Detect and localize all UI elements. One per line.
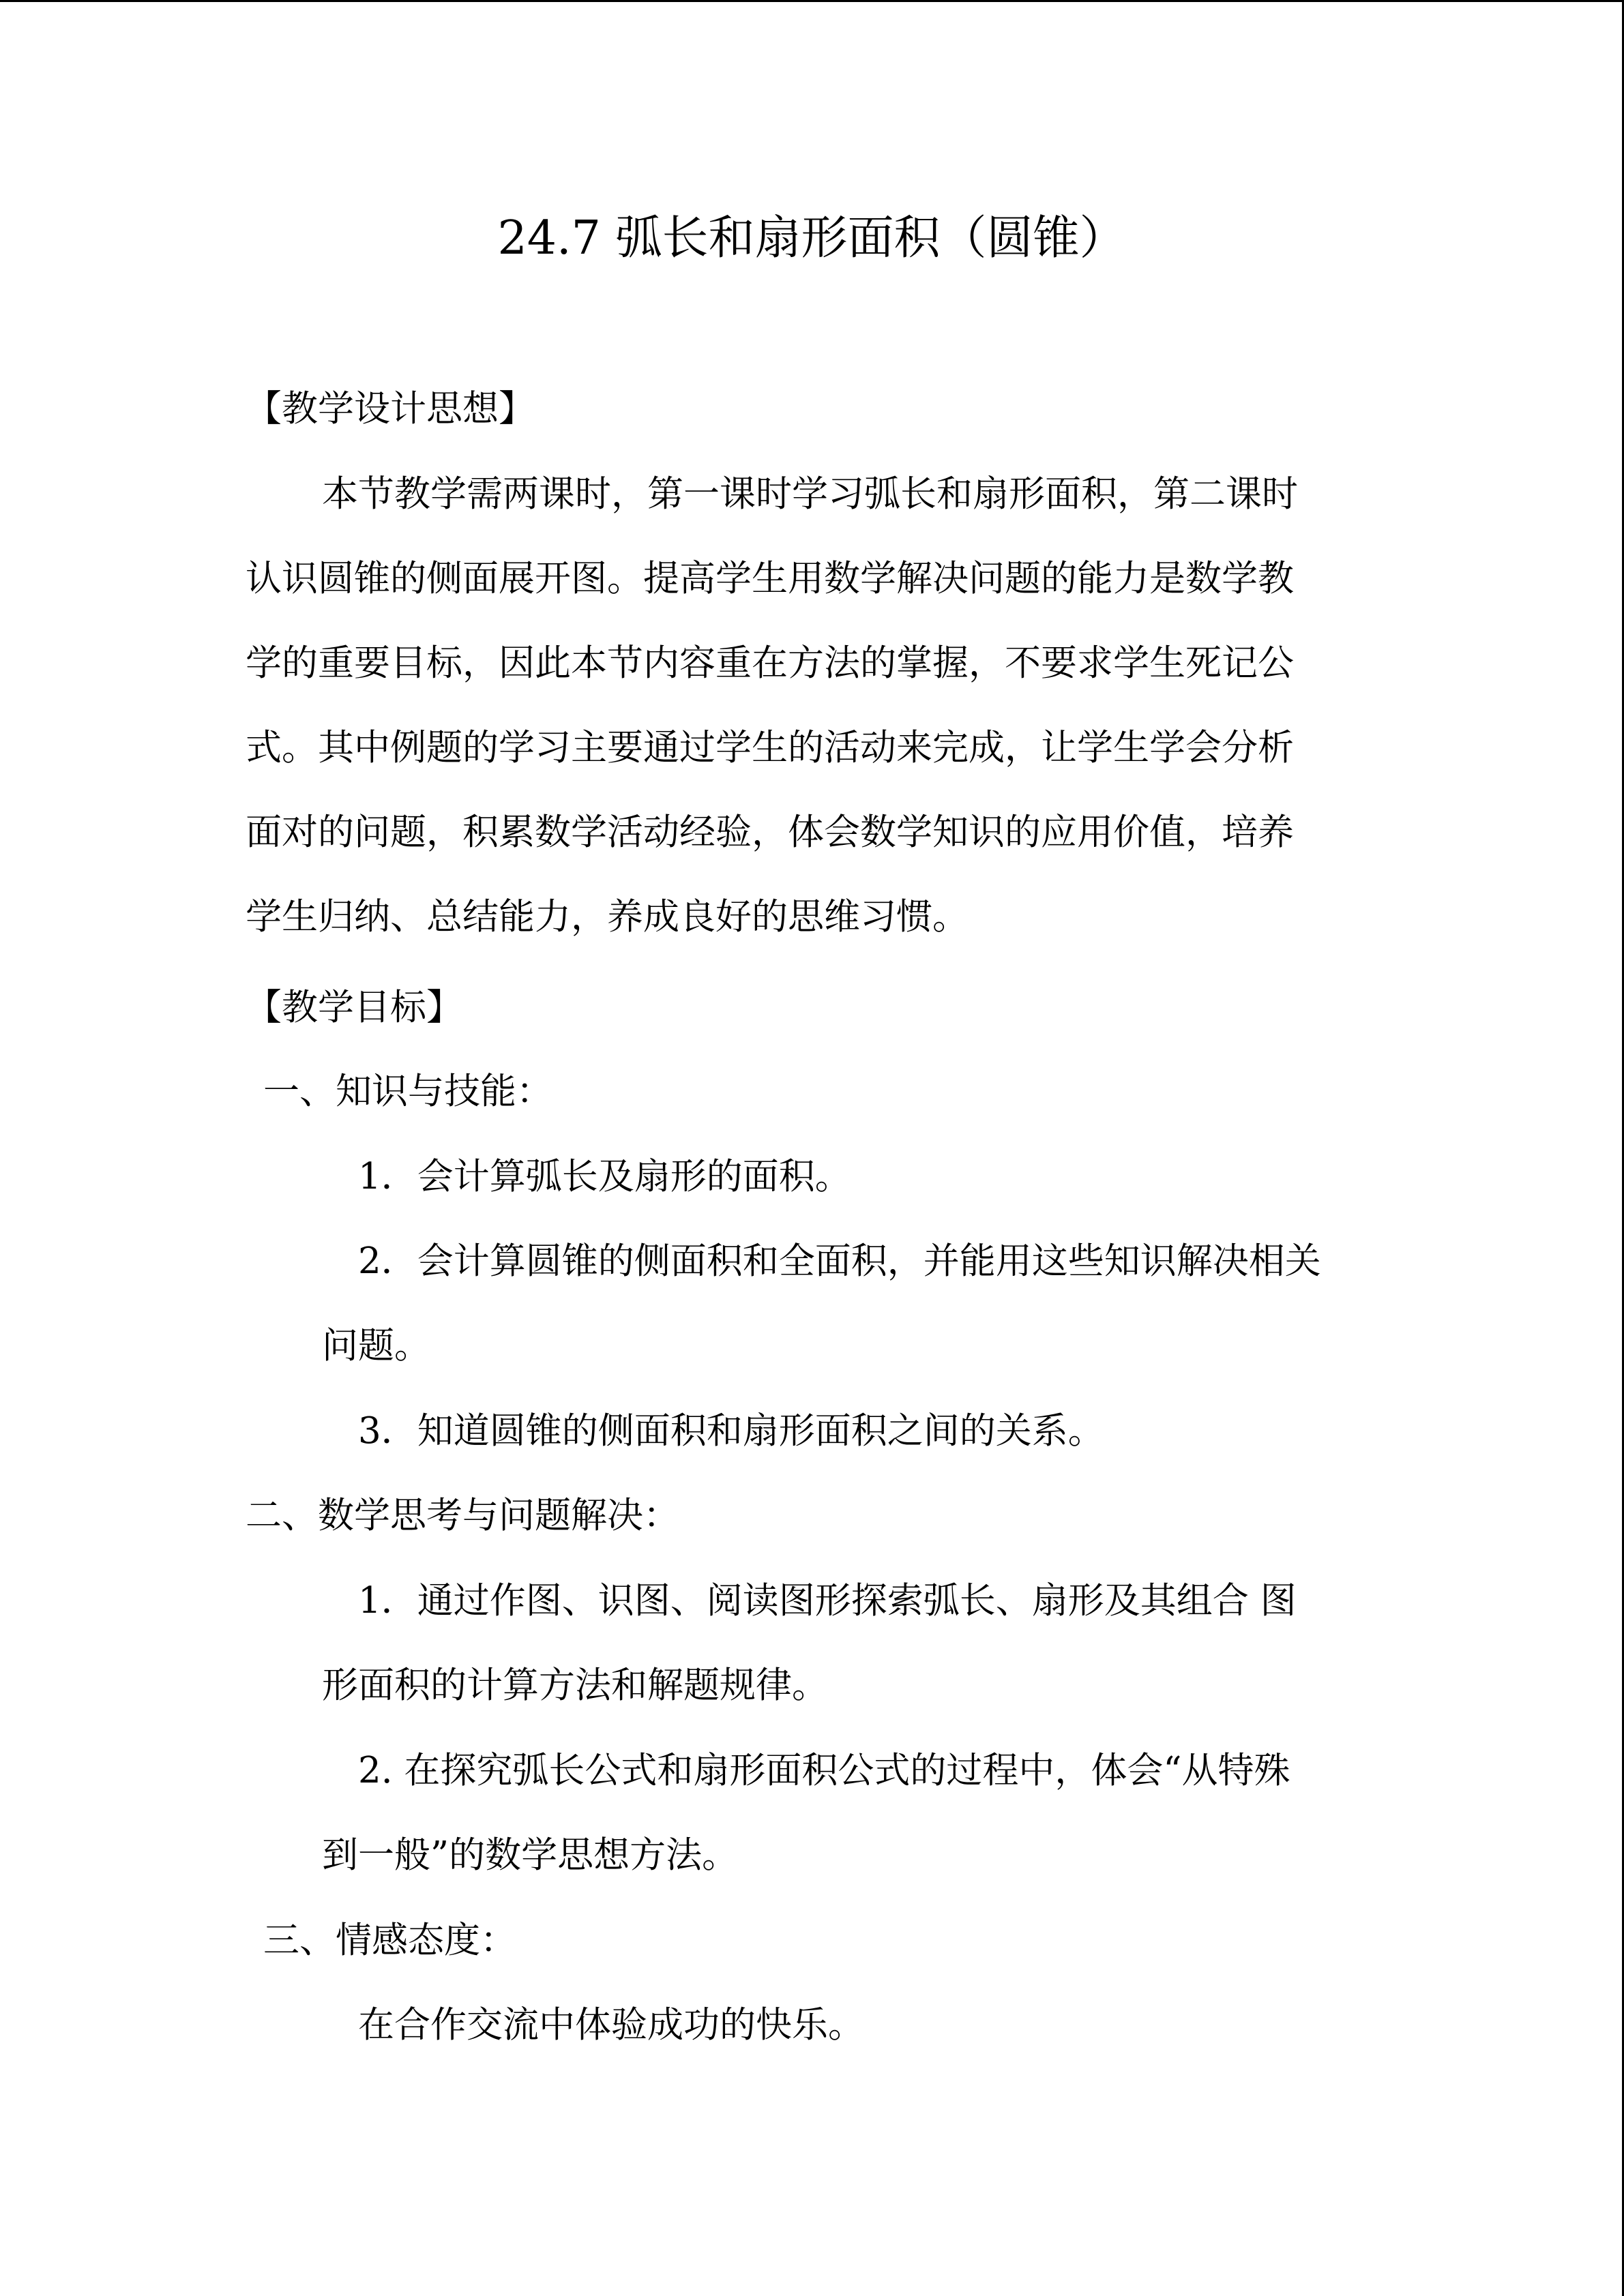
goal-knowledge-item: 问题。: [322, 1325, 430, 1367]
goal-knowledge-item: 2．会计算圆锥的侧面积和全面积，并能用这些知识解决相关: [358, 1240, 1321, 1282]
teaching-goals-heading: 【教学目标】: [246, 987, 462, 1028]
goal-attitude-heading: 三、情感态度：: [263, 1920, 516, 1961]
design-paragraph-line: 面对的问题，积累数学活动经验，体会数学知识的应用价值，培养: [246, 811, 1294, 853]
goal-thinking-heading: 二、数学思考与问题解决：: [246, 1495, 679, 1536]
goal-knowledge-item: 3．知道圆锥的侧面积和扇形面积之间的关系。: [358, 1410, 1104, 1452]
goal-thinking-item: 到一般”的数学思想方法。: [322, 1834, 739, 1876]
design-paragraph-line: 本节教学需两课时，第一课时学习弧长和扇形面积，第二课时: [322, 473, 1298, 515]
design-paragraph-line: 学生归纳、总结能力，养成良好的思维习惯。: [246, 896, 969, 938]
document-page: [246, 0, 1378, 2296]
goal-attitude-text: 在合作交流中体验成功的快乐。: [358, 2004, 864, 2046]
goal-knowledge-item: 1．会计算弧长及扇形的面积。: [358, 1156, 851, 1197]
design-paragraph-line: 认识圆锥的侧面展开图。提高学生用数学解决问题的能力是数学教: [246, 558, 1294, 599]
design-thought-heading: 【教学设计思想】: [246, 388, 535, 430]
goal-thinking-item: 2. 在探究弧长公式和扇形面积公式的过程中，体会“从特殊: [358, 1750, 1290, 1791]
design-paragraph-line: 式。其中例题的学习主要通过学生的活动来完成，让学生学会分析: [246, 727, 1294, 769]
page-title: 24.7 弧长和扇形面积（圆锥）: [497, 211, 1126, 265]
goal-knowledge-heading: 一、知识与技能：: [263, 1071, 552, 1112]
goal-thinking-item: 1．通过作图、识图、阅读图形探索弧长、扇形及其组合 图: [358, 1580, 1297, 1622]
goal-thinking-item: 形面积的计算方法和解题规律。: [322, 1665, 828, 1706]
design-paragraph-line: 学的重要目标，因此本节内容重在方法的掌握，不要求学生死记公: [246, 642, 1294, 684]
